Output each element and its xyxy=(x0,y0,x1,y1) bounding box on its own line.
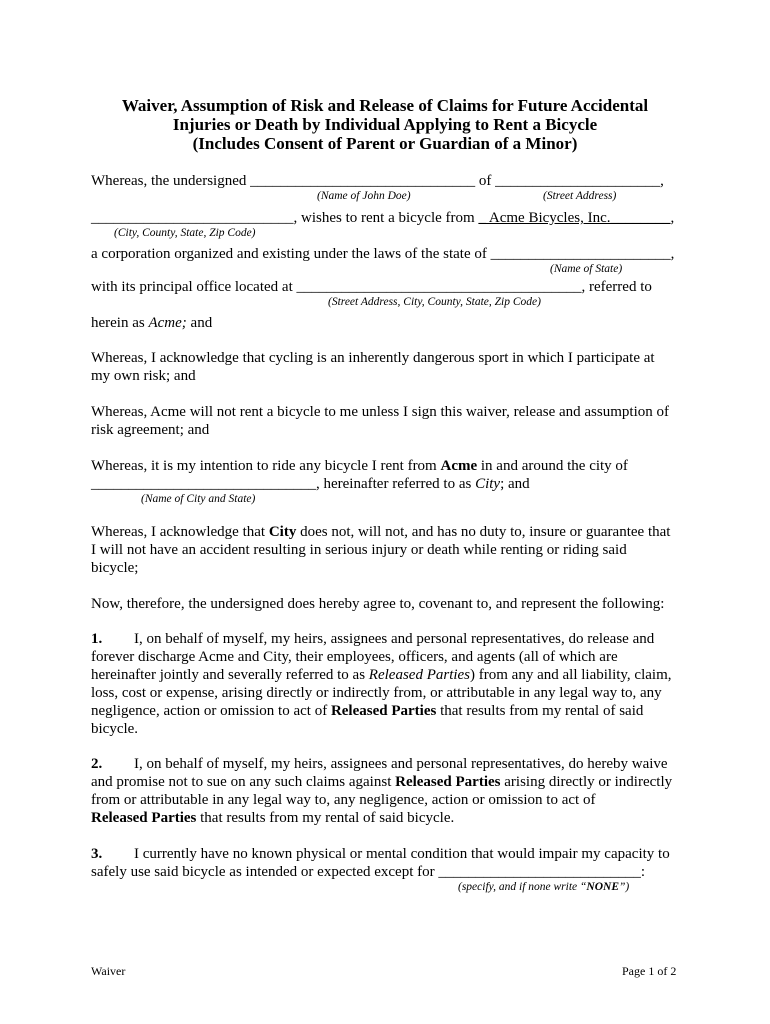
herein-line xyxy=(91,314,212,332)
label-specify xyxy=(458,881,629,894)
corporation-line: a corporation organized and existing under the laws of the state of ________________________, xyxy=(91,246,675,262)
herein-post: and xyxy=(186,315,213,331)
clause1-line3-post: ) from any and all liability, claim, xyxy=(470,667,672,683)
label-specify-post: ”) xyxy=(619,881,630,893)
clause2-released-parties-bold: Released Parties xyxy=(395,774,501,790)
clause2-line2 xyxy=(91,773,681,791)
clause1-line1 xyxy=(91,630,681,648)
clause2-line4-post: that results from my rental of said bicycle. xyxy=(196,810,455,826)
label-street-address: (Street Address) xyxy=(543,190,617,202)
label-name: (Name of John Doe) xyxy=(317,190,411,202)
label-state: (Name of State) xyxy=(550,263,623,275)
whereas4-city: City xyxy=(268,524,297,540)
title-line-3: (Includes Consent of Parent or Guardian of a Minor) xyxy=(192,134,578,153)
clause-2 xyxy=(91,755,681,827)
footer-left: Waiver xyxy=(91,964,126,978)
clause1-number: 1. xyxy=(91,631,103,647)
city-line-end: , xyxy=(670,210,675,226)
clause2-line1 xyxy=(91,755,681,773)
whereas2-line1: Whereas, Acme will not rent a bicycle to me unless I sign this waiver, release and assumption of xyxy=(91,404,669,420)
label-specify-none: NONE xyxy=(586,881,619,893)
whereas3-line1-post: in and around the city of xyxy=(477,458,628,474)
whereas1-line1: Whereas, I acknowledge that cycling is an inherently dangerous sport in which I participate at xyxy=(91,350,655,366)
clause3-line1-text: I currently have no known physical or mental condition that would impair my capacity to xyxy=(134,846,670,862)
clause1-line6: bicycle. xyxy=(91,721,139,737)
clause2-line4 xyxy=(91,809,681,827)
whereas3-city: City xyxy=(475,476,501,492)
whereas-city-paragraph xyxy=(91,523,681,577)
clause1-released-parties-bold: Released Parties xyxy=(330,703,437,719)
clause2-line3: from or attributable in any legal way to, any negligence, action or omission to act of xyxy=(91,792,596,808)
whereas4-line1-post: does not, will not, and has no duty to, insure or guarantee that xyxy=(296,524,671,540)
title-line-2: Injuries or Death by Individual Applying to Rent a Bicycle xyxy=(172,115,598,134)
whereas3-line1 xyxy=(91,457,681,475)
clause3-line2: safely use said bicycle as intended or expected except for ___________________________: xyxy=(91,864,646,880)
now-therefore-line: Now, therefore, the undersigned does hereby agree to, covenant to, and represent the following: xyxy=(91,596,665,612)
whereas3-line2-post: ; and xyxy=(500,476,530,492)
clause2-line4-bold: Released Parties xyxy=(91,810,197,826)
whereas3-acme: Acme xyxy=(440,458,478,474)
clause-1 xyxy=(91,630,681,738)
whereas-waiver-paragraph xyxy=(91,403,681,439)
clause1-released-parties-italic: Released Parties xyxy=(368,667,471,683)
whereas3-line2-pre: ______________________________, hereinafter referred to as xyxy=(91,476,476,492)
whereas-dangerous-paragraph xyxy=(91,349,681,385)
clause-3 xyxy=(91,845,681,881)
whereas1-line2: my own risk; and xyxy=(91,368,196,384)
title-line-1: Waiver, Assumption of Risk and Release of Claims for Future Accidental xyxy=(121,96,649,115)
whereas-undersigned-line: Whereas, the undersigned ______________________________ of ______________________, xyxy=(91,173,664,189)
label-specify-pre: (specify, and if none write “ xyxy=(458,881,587,893)
footer-page-number: Page 1 of 2 xyxy=(622,964,677,978)
herein-acme: Acme; xyxy=(148,315,187,331)
clause1-line1-text: I, on behalf of myself, my heirs, assignees and personal representatives, do release and xyxy=(134,631,655,647)
whereas-intention-paragraph xyxy=(91,457,681,493)
clause3-number: 3. xyxy=(91,846,103,862)
clause1-line2: forever discharge Acme and City, their employees, officers, and agents (all of which are xyxy=(91,649,618,665)
clause2-number: 2. xyxy=(91,756,103,772)
whereas4-line2: I will not have an accident resulting in serious injury or death while renting or riding said xyxy=(91,542,627,558)
company-name: _ Acme Bicycles, Inc.________ xyxy=(478,210,671,226)
clause2-line1-text: I, on behalf of myself, my heirs, assignees and personal representatives, do hereby waive xyxy=(134,756,668,772)
clause1-line5-post: that results from my rental of said xyxy=(436,703,644,719)
city-rent-line xyxy=(91,209,674,227)
clause1-line3 xyxy=(91,666,681,684)
label-office-address: (Street Address, City, County, State, Zip Code) xyxy=(328,296,541,308)
whereas3-line2 xyxy=(91,475,681,493)
label-city: (City, County, State, Zip Code) xyxy=(114,227,256,239)
office-line: with its principal office located at ______________________________________, referred to xyxy=(91,279,652,295)
clause2-line2-pre: and promise not to sue on any such claims against xyxy=(91,774,396,790)
clause3-line1 xyxy=(91,845,681,863)
whereas3-line1-pre: Whereas, it is my intention to ride any bicycle I rent from xyxy=(91,458,441,474)
document-title xyxy=(60,96,710,153)
whereas4-line1-pre: Whereas, I acknowledge that xyxy=(91,524,269,540)
clause1-line4: loss, cost or expense, arising directly or indirectly from, or attributable in any legal way to, any xyxy=(91,685,662,701)
clause1-line3-pre: hereinafter jointly and severally referred to as xyxy=(91,667,369,683)
clause2-line2-post: arising directly or indirectly xyxy=(500,774,673,790)
clause1-line5 xyxy=(91,702,681,720)
whereas4-line3: bicycle; xyxy=(91,560,139,576)
label-city-state: (Name of City and State) xyxy=(141,493,256,505)
herein-pre: herein as xyxy=(91,315,149,331)
whereas2-line2: risk agreement; and xyxy=(91,422,210,438)
whereas4-line1 xyxy=(91,523,681,541)
city-blank: ___________________________, wishes to rent a bicycle from xyxy=(91,210,479,226)
clause1-line5-pre: negligence, action or omission to act of xyxy=(91,703,331,719)
